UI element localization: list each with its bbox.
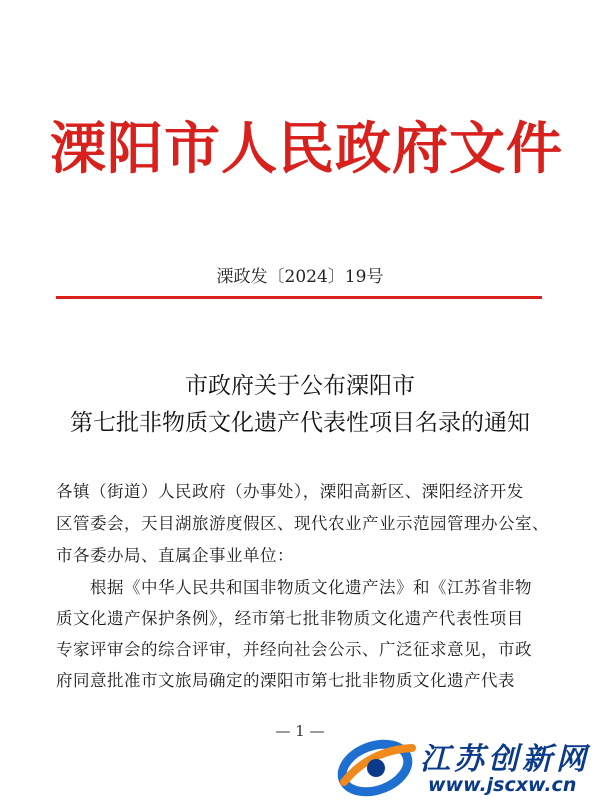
body-line: 质文化遗产保护条例》，经市第七批非物质文化遗产代表性项目 xyxy=(56,609,524,628)
globe-logo-icon xyxy=(330,730,420,800)
page-number: — 1 — xyxy=(275,722,325,740)
site-watermark xyxy=(330,730,600,800)
watermark-url: www.jscxw.cn xyxy=(428,774,577,796)
watermark-site-name: 江苏创新网 xyxy=(420,742,590,777)
document-header-title: 溧阳市人民政府文件 xyxy=(50,117,563,182)
body-line: 根据《中华人民共和国非物质文化遗产法》和《江苏省非物 xyxy=(56,578,532,597)
header-divider xyxy=(56,296,542,299)
body-line: 各镇（街道）人民政府（办事处），溧阳高新区、溧阳经济开发 xyxy=(56,482,524,501)
body-line: 区管委会，天目湖旅游度假区、现代农业产业示范园管理办公室、 xyxy=(56,514,549,533)
body-line: 市各委办局、直属企事业单位： xyxy=(56,546,294,565)
notice-title-line-2: 第七批非物质文化遗产代表性项目名录的通知 xyxy=(70,410,530,436)
body-line: 府同意批准市文旅局确定的溧阳市第七批非物质文化遗产代表 xyxy=(56,671,515,690)
notice-title-line-1: 市政府关于公布溧阳市 xyxy=(185,373,415,399)
document-number: 溧政发〔2024〕19号 xyxy=(216,267,384,287)
body-line: 专家评审会的综合评审，并经向社会公示、广泛征求意见，市政 xyxy=(56,640,532,659)
